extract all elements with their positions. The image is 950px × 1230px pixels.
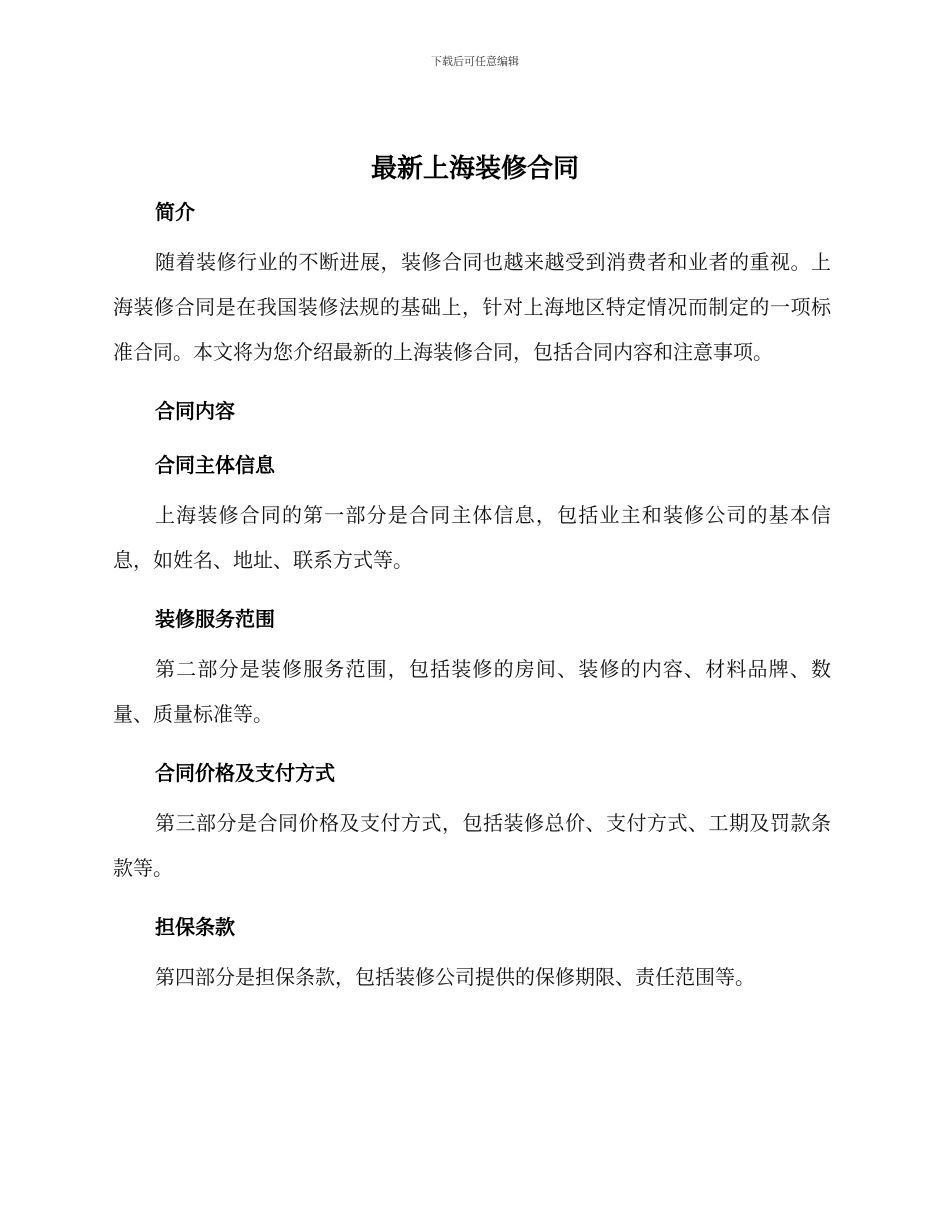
section-paragraph-intro: 随着装修行业的不断进展，装修合同也越来越受到消费者和业者的重视。上海装修合同是在我国装修法规的基础上，针对上海地区特定情况而制定的一项标准合同。本文将为您介绍最新的上海装修合同，包括合同内容和注意事项。 <box>113 250 831 364</box>
section-paragraph-price-payment: 第三部分是合同价格及支付方式，包括装修总价、支付方式、工期及罚款条款等。 <box>113 811 831 880</box>
section-paragraph-party-info: 上海装修合同的第一部分是合同主体信息，包括业主和装修公司的基本信息，如姓名、地址、联系方式等。 <box>113 503 831 572</box>
section-heading-guarantee: 担保条款 <box>155 915 235 939</box>
section-heading-service-scope: 装修服务范围 <box>155 607 275 631</box>
page-header-note: 下载后可任意编辑 <box>431 55 519 68</box>
section-paragraph-guarantee: 第四部分是担保条款，包括装修公司提供的保修期限、责任范围等。 <box>155 965 755 989</box>
section-heading-contract-content: 合同内容 <box>155 399 235 423</box>
section-heading-intro: 简介 <box>155 200 195 224</box>
section-heading-party-info: 合同主体信息 <box>155 453 275 477</box>
document-body <box>113 194 831 1000</box>
document-title: 最新上海装修合同 <box>370 154 579 184</box>
section-paragraph-service-scope: 第二部分是装修服务范围，包括装修的房间、装修的内容、材料品牌、数量、质量标准等。 <box>113 657 831 726</box>
section-heading-price-payment: 合同价格及支付方式 <box>155 761 335 785</box>
